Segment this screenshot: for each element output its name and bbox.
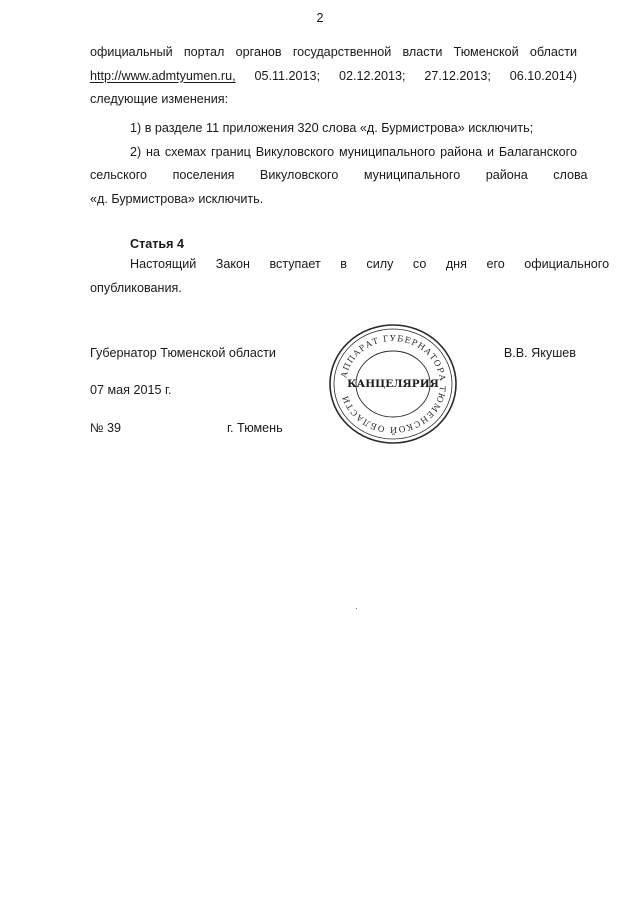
official-stamp [327,322,459,446]
article-heading: Статья 4 [130,237,185,251]
stamp-center-text: КАНЦЕЛЯРИЯ [347,378,439,390]
intro-line-2 [90,65,577,89]
page-number: 2 [316,11,324,25]
amendment-item-2-line-1: 2) на схемах границ Викуловского муниципального района и Балаганского [130,144,577,159]
scan-speck [356,608,357,609]
intro-line-3: следующие изменения: [90,92,229,106]
stamp-ring-text: АППАРАТ ГУБЕРНАТОРА ТЮМЕНСКОЙ ОБЛАСТИ [338,332,449,436]
article-line-1: Настоящий Закон вступает в силу со дня его официального [130,257,610,271]
article-line-2: опубликования. [90,280,182,295]
signing-date: 07 мая 2015 г. [90,383,172,397]
amendment-date: 27.12.2013; [424,68,491,83]
signing-city: г. Тюмень [227,421,283,435]
portal-link[interactable]: http://www.admtyumen.ru, [90,68,236,83]
governor-name: В.В. Якушев [503,346,576,360]
law-number: № 39 [90,421,122,435]
amendment-date: 02.12.2013; [338,68,406,83]
amendment-item-1: 1) в разделе 11 приложения 320 слова «д. Бурмистрова» исключить; [130,121,534,135]
amendment-date: 06.10.2014) [509,68,577,83]
amendment-date: 05.11.2013; [254,68,321,83]
intro-line-1: официальный портал органов государственной власти Тюменской области [90,45,577,59]
amendment-items [90,117,588,211]
governor-title: Губернатор Тюменской области [90,346,276,360]
article-paragraph [90,253,610,300]
amendment-item-2-line-2: сельского поселения Викуловского муниципального района слова [90,168,588,182]
intro-paragraph [90,41,577,112]
amendment-item-2-line-3: «д. Бурмистрова» исключить. [90,191,264,206]
